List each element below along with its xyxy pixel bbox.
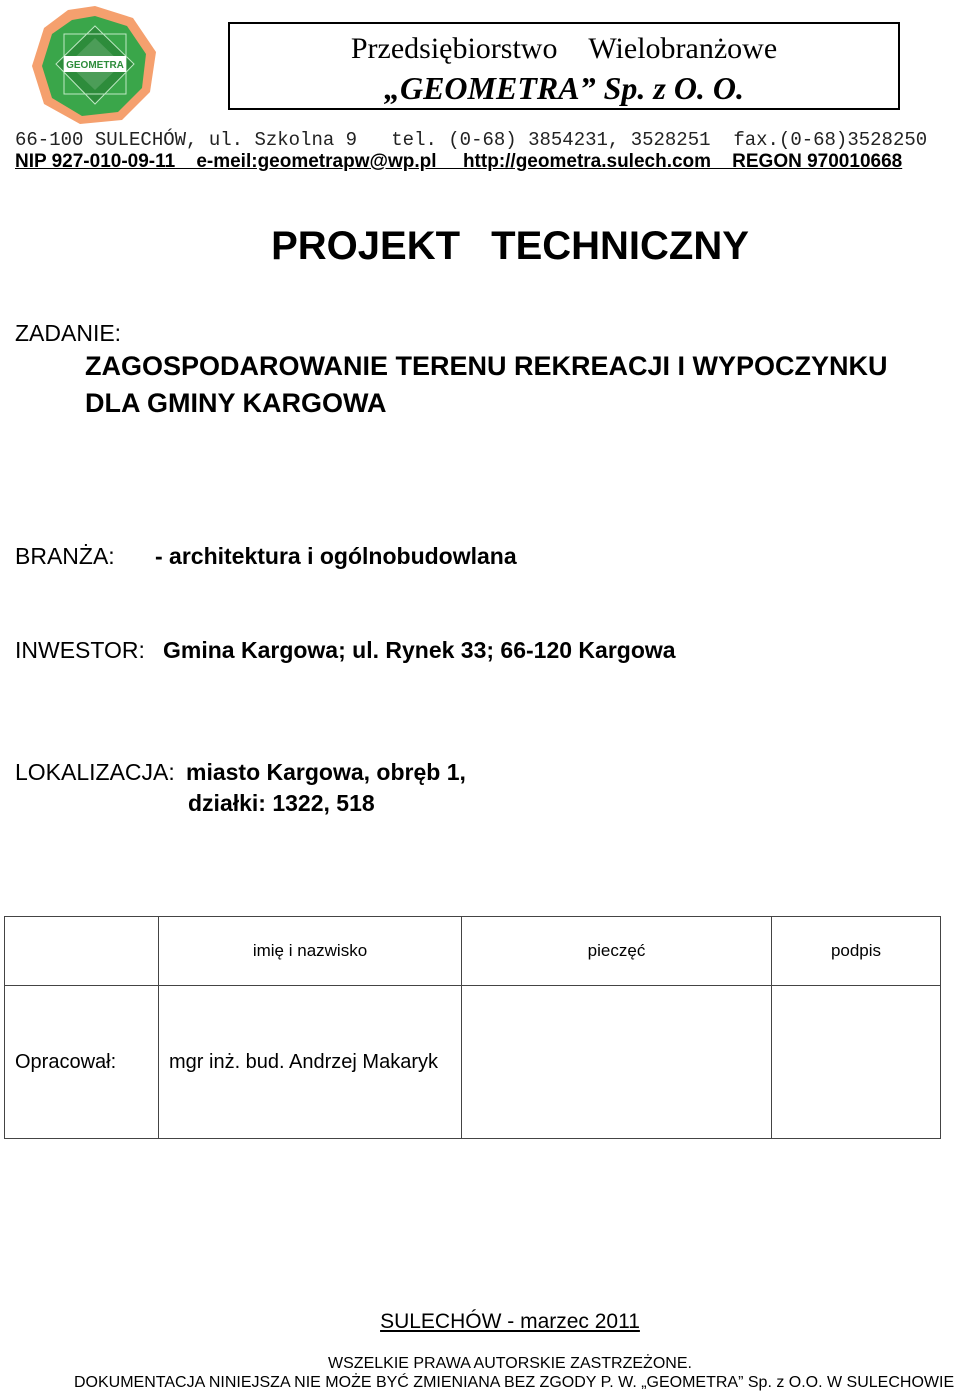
lokalizacja-label: LOKALIZACJA: [15,759,175,785]
signature-table [4,916,941,1139]
footer-copyright: WSZELKIE PRAWA AUTORSKIE ZASTRZEŻONE. [328,1355,692,1372]
company-contact-info: NIP 927-010-09-11 e-meil:geometrapw@wp.pl http://geometra.sulech.com REGON 970010668 [15,151,903,172]
company-name-box [228,22,900,110]
signature-cell [772,986,941,1139]
zadanie-value: ZAGOSPODAROWANIE TERENU REKREACJI I WYPOCZYNKU DLA GMINY KARGOWA [85,351,888,418]
signature-table-row [5,986,941,1139]
header-cell-name: imię i nazwisko [159,917,462,986]
inwestor-label: INWESTOR: [15,637,145,663]
company-name: „GEOMETRA” Sp. z O. O. [383,70,745,106]
company-type: Przedsiębiorstwo Wielobranżowe [350,32,778,65]
branza-label: BRANŻA: [15,543,115,569]
signature-table-header-row [5,917,941,986]
author-name-cell: mgr inż. bud. Andrzej Makaryk [159,986,462,1139]
footer-notice: DOKUMENTACJA NINIEJSZA NIE MOŻE BYĆ ZMIENIANA BEZ ZGODY P. W. „GEOMETRA” Sp. z O.O. W SULECHOWIE [74,1374,955,1391]
role-cell: Opracował: [5,986,159,1139]
lokalizacja-value-line2: działki: 1322, 518 [188,790,375,816]
header-cell-empty [5,917,159,986]
company-address: 66-100 SULECHÓW, ul. Szkolna 9 tel. (0-68) 3854231, 3528251 fax.(0-68)3528250 [15,129,928,151]
header-cell-signature: podpis [772,917,941,986]
stamp-cell [462,986,772,1139]
logo-text: GEOMETRA [66,60,124,71]
footer-place-date: SULECHÓW - marzec 2011 [380,1310,640,1333]
zadanie-label: ZADANIE: [15,320,122,346]
document-title: PROJEKT TECHNICZNY [271,224,749,268]
branza-value: - architektura i ogólnobudowlana [155,543,517,569]
header-cell-stamp: pieczęć [462,917,772,986]
lokalizacja-value-line1: miasto Kargowa, obręb 1, [186,759,466,785]
company-logo [30,4,160,126]
inwestor-value: Gmina Kargowa; ul. Rynek 33; 66-120 Kargowa [163,637,676,663]
